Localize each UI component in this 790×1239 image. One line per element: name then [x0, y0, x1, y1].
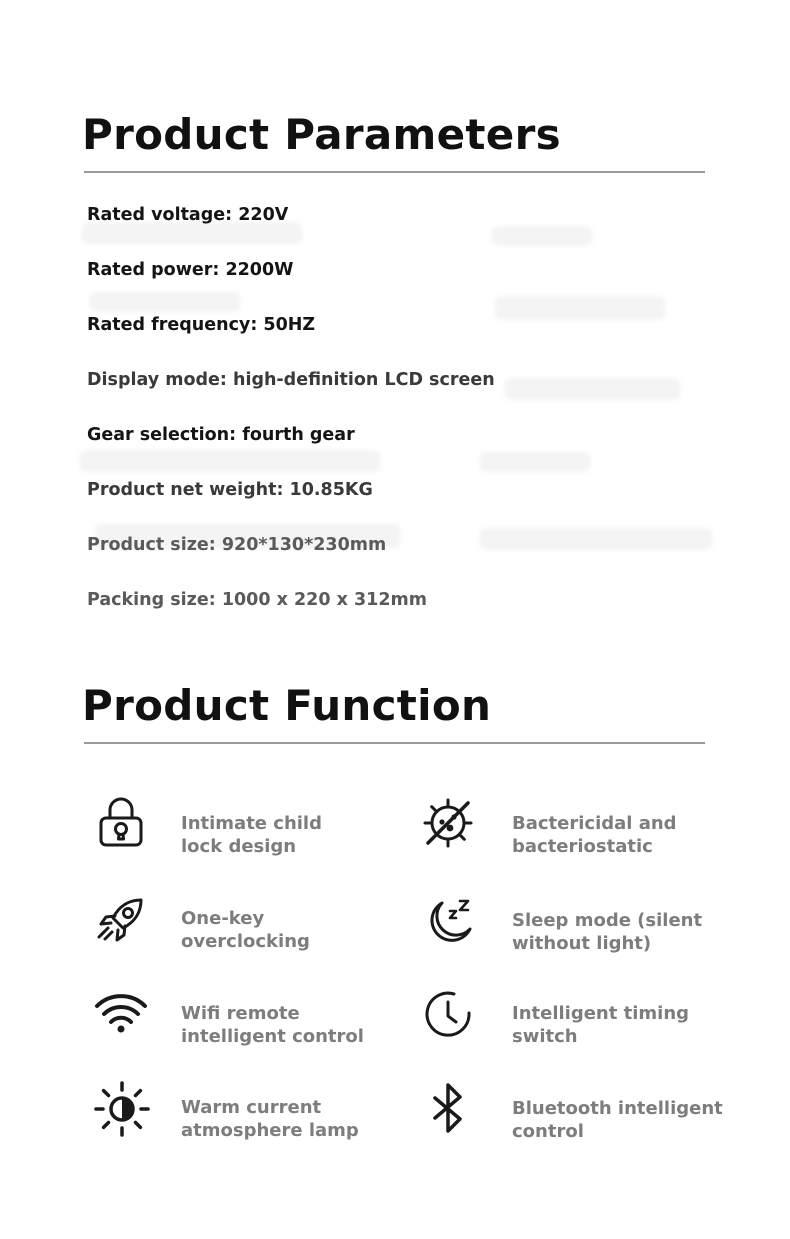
param-product-size: Product size: 920*130*230mm: [87, 535, 387, 555]
param-display-mode: Display mode: high-definition LCD screen: [87, 370, 495, 390]
feature-sleep-mode: Sleep mode (silent without light): [512, 910, 703, 954]
feature-atmosphere-lamp: Warm current atmosphere lamp: [181, 1097, 359, 1141]
background-smudge: [505, 378, 680, 400]
param-net-weight: Product net weight: 10.85KG: [87, 480, 373, 500]
feature-wifi-control: Wifi remote intelligent control: [181, 1003, 364, 1047]
feature-antibacterial: Bactericidal and bacteriostatic: [512, 813, 677, 857]
brightness-icon: [94, 1081, 150, 1137]
background-smudge: [80, 450, 380, 472]
antibacterial-icon: [420, 795, 476, 851]
background-smudge: [90, 292, 240, 312]
parameters-divider: [84, 171, 705, 173]
param-rated-voltage: Rated voltage: 220V: [87, 205, 289, 225]
param-gear-selection: Gear selection: fourth gear: [87, 425, 355, 445]
background-smudge: [480, 452, 590, 472]
feature-timing-switch: Intelligent timing switch: [512, 1003, 690, 1047]
background-smudge: [492, 226, 592, 246]
functions-title: Product Function: [82, 681, 492, 730]
background-smudge: [495, 296, 665, 320]
rocket-icon: [93, 892, 149, 948]
param-rated-frequency: Rated frequency: 50HZ: [87, 315, 316, 335]
clock-icon: [420, 987, 476, 1043]
feature-overclocking: One-key overclocking: [181, 908, 310, 952]
bluetooth-icon: [420, 1081, 476, 1137]
param-packing-size: Packing size: 1000 x 220 x 312mm: [87, 590, 427, 610]
feature-bluetooth-control: Bluetooth intelligent control: [512, 1098, 723, 1142]
sleep-moon-icon: [420, 893, 476, 949]
param-rated-power: Rated power: 2200W: [87, 260, 294, 280]
wifi-icon: [93, 986, 149, 1042]
child-lock-icon: [93, 795, 149, 851]
background-smudge: [480, 528, 712, 550]
parameters-title: Product Parameters: [82, 110, 561, 159]
feature-child-lock: Intimate child lock design: [181, 813, 322, 857]
functions-divider: [84, 742, 705, 744]
